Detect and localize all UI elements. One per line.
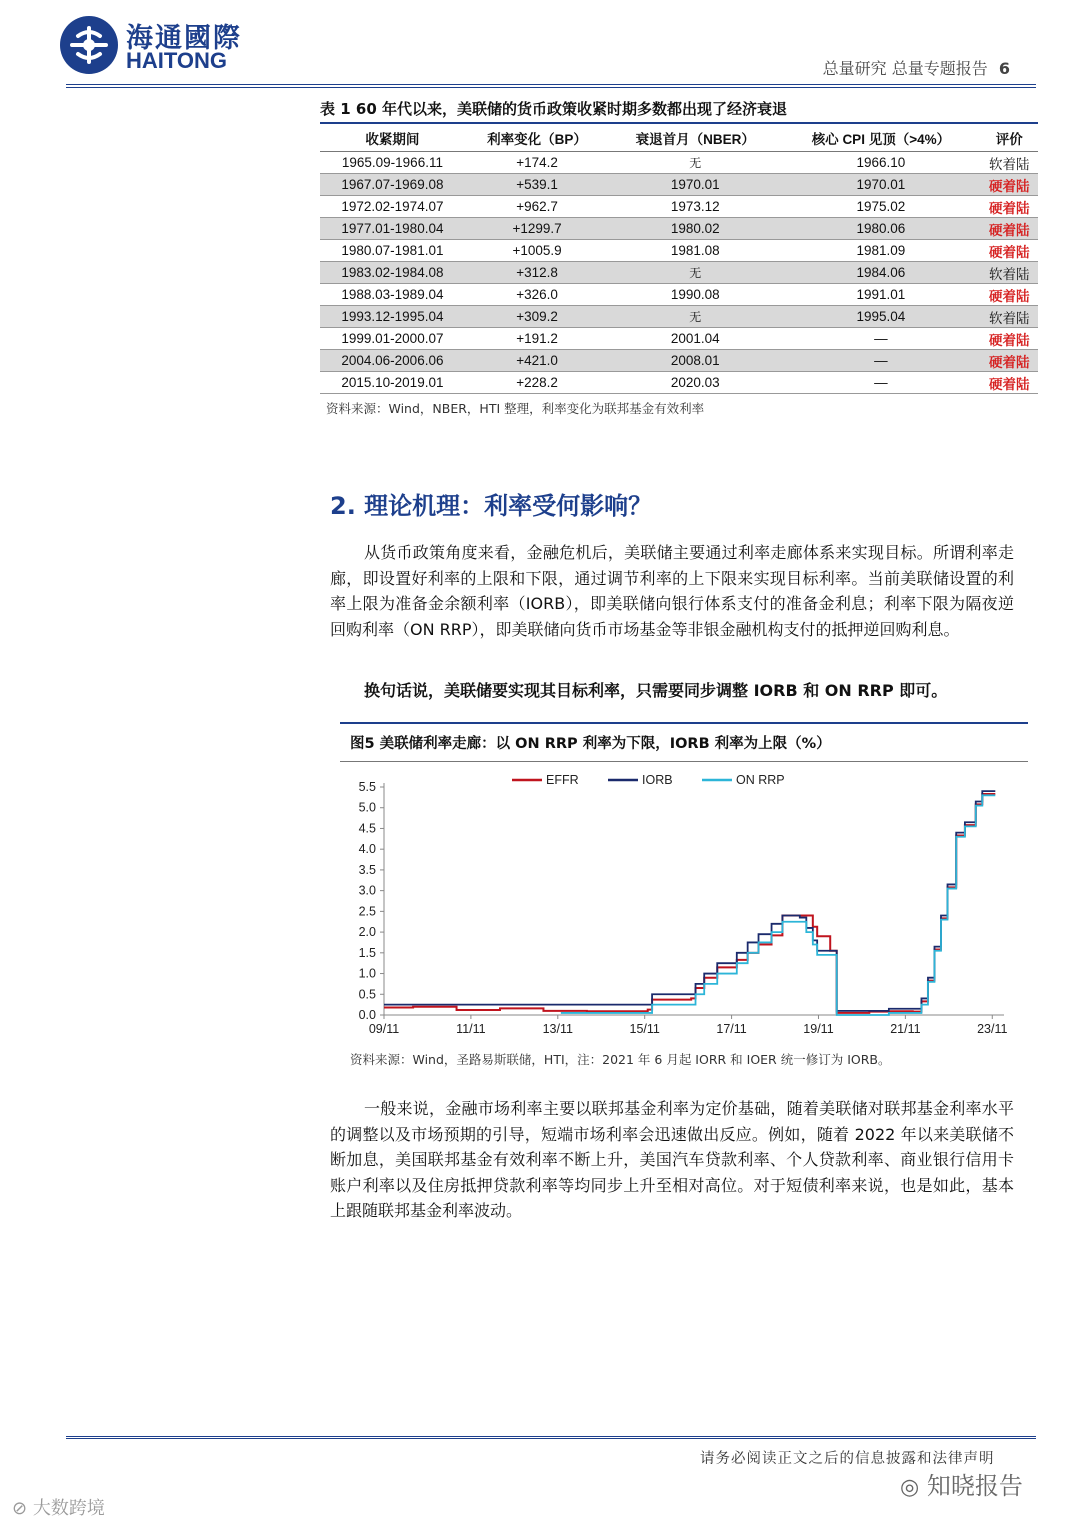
table-cell-recession: 1970.01 (609, 174, 781, 196)
table-cell-cpi: 1975.02 (781, 196, 980, 218)
watermark-left (12, 1494, 105, 1520)
body-paragraph-emphasis: 换句话说，美联储要实现其目标利率，只需要同步调整 IORB 和 ON RRP 即可。 (364, 681, 948, 700)
watermark-left-text: 大数跨境 (32, 1498, 105, 1519)
table-row (320, 196, 1038, 218)
table-header-row (320, 123, 1038, 152)
y-tick-label: 4.0 (358, 842, 376, 857)
table-row (320, 218, 1038, 240)
x-tick-label: 17/11 (716, 1022, 747, 1036)
table-cell-period: 1965.09-1966.11 (320, 152, 465, 174)
column-header: 评价 (981, 123, 1039, 152)
table-cell-change: +309.2 (465, 306, 609, 328)
table-cell-verdict: 硬着陆 (981, 350, 1039, 372)
tightening-table (320, 122, 1038, 394)
table-source-note: 资料来源：Wind，NBER，HTI 整理，利率变化为联邦基金有效利率 (326, 401, 705, 416)
table-row (320, 262, 1038, 284)
series-line-effr (384, 794, 995, 1013)
table-cell-change: +421.0 (465, 350, 609, 372)
y-tick-label: 2.0 (358, 925, 376, 940)
table-row (320, 306, 1038, 328)
table-cell-change: +1299.7 (465, 218, 609, 240)
table-cell-recession: 1981.08 (609, 240, 781, 262)
haitong-emblem-icon (58, 14, 120, 76)
table-cell-recession: 无 (609, 152, 781, 174)
table-cell-period: 1988.03-1989.04 (320, 284, 465, 306)
x-tick-label: 13/11 (542, 1022, 573, 1036)
y-tick-label: 2.5 (358, 904, 376, 919)
table-cell-period: 1993.12-1995.04 (320, 306, 465, 328)
link-icon: ⊘ (12, 1498, 28, 1519)
table-cell-change: +1005.9 (465, 240, 609, 262)
table-cell-recession: 1980.02 (609, 218, 781, 240)
x-tick-label: 21/11 (890, 1022, 921, 1036)
column-header: 利率变化（BP） (465, 123, 609, 152)
header-divider (66, 84, 1036, 88)
table-body (320, 152, 1038, 394)
table-cell-period: 1983.02-1984.08 (320, 262, 465, 284)
footer-divider (66, 1436, 1036, 1439)
table-cell-cpi: 1981.09 (781, 240, 980, 262)
table-cell-change: +191.2 (465, 328, 609, 350)
x-tick-label: 19/11 (803, 1022, 834, 1036)
column-header: 衰退首月（NBER） (609, 123, 781, 152)
page-number: 6 (998, 59, 1010, 78)
table-cell-change: +326.0 (465, 284, 609, 306)
y-tick-label: 1.5 (358, 945, 376, 960)
table-cell-cpi: 1970.01 (781, 174, 980, 196)
table-cell-period: 1999.01-2000.07 (320, 328, 465, 350)
table-cell-change: +174.2 (465, 152, 609, 174)
table-cell-period: 1972.02-1974.07 (320, 196, 465, 218)
table-cell-verdict: 软着陆 (981, 306, 1039, 328)
table-cell-cpi: 1966.10 (781, 152, 980, 174)
table-cell-recession: 无 (609, 262, 781, 284)
table-cell-cpi: — (781, 350, 980, 372)
x-tick-label: 11/11 (456, 1022, 486, 1036)
figure-title: 图5 美联储利率走廊：以 ON RRP 利率为下限，IORB 利率为上限（%） (350, 736, 831, 752)
table-cell-change: +228.2 (465, 372, 609, 394)
footer-disclaimer: 请务必阅读正文之后的信息披露和法律声明 (700, 1451, 995, 1467)
table-cell-cpi: 1991.01 (781, 284, 980, 306)
table-row (320, 284, 1038, 306)
logo-english-name: HAITONG (126, 48, 228, 73)
table-cell-cpi: — (781, 328, 980, 350)
table-cell-verdict: 硬着陆 (981, 196, 1039, 218)
table-caption: 表 1 60 年代以来，美联储的货币政策收紧时期多数都出现了经济衰退 (320, 100, 787, 118)
table-cell-period: 1977.01-1980.04 (320, 218, 465, 240)
table-cell-verdict: 软着陆 (981, 262, 1039, 284)
y-tick-label: 3.5 (358, 862, 376, 877)
table-cell-period: 1980.07-1981.01 (320, 240, 465, 262)
table-cell-verdict: 硬着陆 (981, 372, 1039, 394)
table-row (320, 350, 1038, 372)
column-header: 收紧期间 (320, 123, 465, 152)
table-cell-verdict: 软着陆 (981, 152, 1039, 174)
table-cell-recession: 无 (609, 306, 781, 328)
table-cell-verdict: 硬着陆 (981, 284, 1039, 306)
table-cell-change: +312.8 (465, 262, 609, 284)
y-tick-label: 5.0 (358, 800, 376, 815)
table-cell-change: +539.1 (465, 174, 609, 196)
table-cell-cpi: — (781, 372, 980, 394)
table-cell-verdict: 硬着陆 (981, 174, 1039, 196)
table-cell-recession: 2020.03 (609, 372, 781, 394)
legend-label: IORB (642, 773, 673, 787)
table-row (320, 152, 1038, 174)
table-row (320, 174, 1038, 196)
series-line-iorb (384, 791, 995, 1011)
table-cell-period: 1967.07-1969.08 (320, 174, 465, 196)
column-header: 核心 CPI 见顶（>4%） (781, 123, 980, 152)
table-cell-recession: 2001.04 (609, 328, 781, 350)
watermark-right-text: 知晓报告 (926, 1472, 1023, 1500)
table-row (320, 372, 1038, 394)
x-tick-label: 15/11 (629, 1022, 660, 1036)
table-cell-period: 2004.06-2006.06 (320, 350, 465, 372)
wechat-icon: ◎ (900, 1475, 920, 1500)
table-cell-verdict: 硬着陆 (981, 328, 1039, 350)
y-tick-label: 1.0 (358, 966, 376, 981)
y-tick-label: 0.0 (358, 1008, 376, 1022)
table-cell-verdict: 硬着陆 (981, 240, 1039, 262)
table-cell-recession: 2008.01 (609, 350, 781, 372)
body-paragraph: 一般来说，金融市场利率主要以联邦基金利率为定价基础，随着美联储对联邦基金利率水平的调整以及市场预期的引导，短端市场利率会迅速做出反应。例如，随着 2022 年以来美联储不断加息，美国联邦基金有效利率不断上升，美国汽车贷款利率、个人贷款利率、商业银行信用卡账户利率以及住房抵押贷款利率等均同步上升至相对高位。对于短债利率来说，也是如此，基本上跟随联邦基金利率波动。 (330, 1099, 1014, 1220)
legend-label: EFFR (546, 773, 579, 787)
report-header-label (823, 56, 1010, 79)
x-tick-label: 09/11 (368, 1022, 400, 1036)
table-row (320, 328, 1038, 350)
figure-top-rule (340, 722, 1028, 724)
table-cell-recession: 1990.08 (609, 284, 781, 306)
haitong-logo (58, 14, 243, 76)
x-tick-label: 23/11 (977, 1022, 1008, 1036)
series-line-on-rrp (561, 795, 995, 1015)
body-paragraph: 从货币政策角度来看，金融危机后，美联储主要通过利率走廊体系来实现目标。所谓利率走廊，即设置好利率的上限和下限，通过调节利率的上下限来实现目标利率。当前美联储设置的利率上限为准备金余额利率（IORB），即美联储向银行体系支付的准备金利息；利率下限为隔夜逆回购利率（ON RRP），即美联储向货币市场基金等非银金融机构支付的抵押逆回购利息。 (330, 543, 1014, 639)
legend-label: ON RRP (736, 773, 785, 787)
figure-title-rule (340, 761, 1028, 762)
logo-chinese-name: 海通國際 (126, 23, 242, 54)
table-cell-cpi: 1995.04 (781, 306, 980, 328)
table-cell-cpi: 1984.06 (781, 262, 980, 284)
y-tick-label: 4.5 (358, 821, 376, 836)
section-heading: 2. 理论机理：利率受何影响？ (330, 492, 653, 520)
rate-corridor-chart (336, 765, 1026, 1047)
report-type: 总量研究 总量专题报告 (822, 59, 988, 78)
table-cell-verdict: 硬着陆 (981, 218, 1039, 240)
y-tick-label: 5.5 (358, 780, 376, 794)
table-cell-period: 2015.10-2019.01 (320, 372, 465, 394)
table-cell-cpi: 1980.06 (781, 218, 980, 240)
figure-source-note: 资料来源：Wind，圣路易斯联储，HTI，注：2021 年 6 月起 IORR 和 IOER 统一修订为 IORB。 (350, 1052, 891, 1067)
table-cell-recession: 1973.12 (609, 196, 781, 218)
y-tick-label: 0.5 (358, 987, 376, 1002)
y-tick-label: 3.0 (358, 883, 376, 898)
table-cell-change: +962.7 (465, 196, 609, 218)
table-row (320, 240, 1038, 262)
watermark-right (900, 1466, 1023, 1501)
